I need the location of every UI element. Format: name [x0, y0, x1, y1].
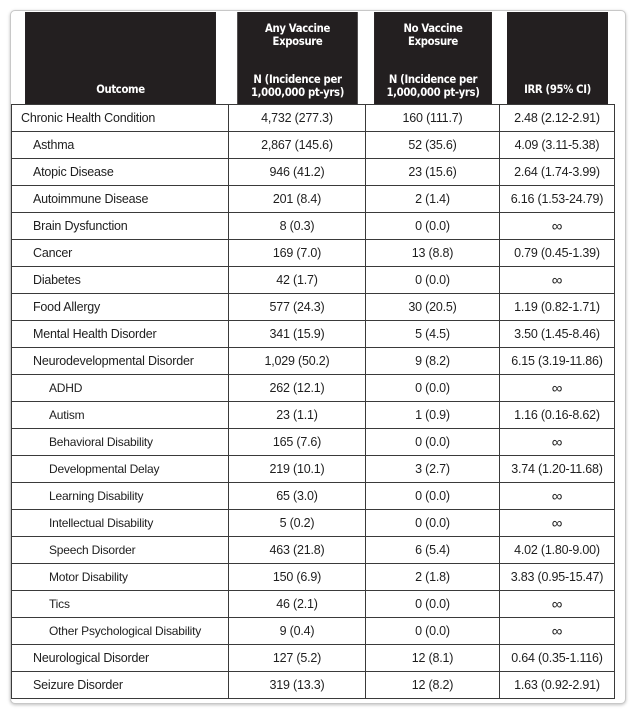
no-vaccine-column-header: [374, 12, 492, 105]
outcome-cell: Mental Health Disorder: [12, 321, 229, 348]
table-row: [12, 321, 615, 348]
no-vaccine-cell: 0 (0.0): [366, 267, 500, 294]
irr-cell: ∞: [500, 591, 615, 618]
irr-cell: ∞: [500, 618, 615, 645]
outcome-cell: ADHD: [12, 375, 229, 402]
no-vaccine-cell: 0 (0.0): [366, 375, 500, 402]
table-row: [12, 375, 615, 402]
incidence-table: [11, 12, 615, 699]
irr-cell: 0.79 (0.45-1.39): [500, 240, 615, 267]
any-vaccine-cell: 2,867 (145.6): [229, 132, 366, 159]
table-row: [12, 186, 615, 213]
any-vaccine-cell: 4,732 (277.3): [229, 105, 366, 132]
outcome-cell: Learning Disability: [12, 483, 229, 510]
any-vaccine-cell: 1,029 (50.2): [229, 348, 366, 375]
any-vaccine-cell: 127 (5.2): [229, 645, 366, 672]
no-vaccine-cell: 1 (0.9): [366, 402, 500, 429]
irr-cell: ∞: [500, 429, 615, 456]
outcome-cell: Motor Disability: [12, 564, 229, 591]
no-vaccine-cell: 0 (0.0): [366, 510, 500, 537]
table-row: [12, 645, 615, 672]
no-vaccine-cell: 12 (8.2): [366, 672, 500, 699]
outcome-cell: Speech Disorder: [12, 537, 229, 564]
no-vaccine-cell: 2 (1.4): [366, 186, 500, 213]
no-vaccine-cell: 30 (20.5): [366, 294, 500, 321]
table-row: [12, 591, 615, 618]
any-vaccine-subheader-line: 1,000,000 pt-yrs): [250, 85, 344, 99]
any-vaccine-column-header: [237, 12, 358, 105]
outcome-cell: Diabetes: [12, 267, 229, 294]
table-row: [12, 510, 615, 537]
no-vaccine-cell: 13 (8.8): [366, 240, 500, 267]
irr-cell: ∞: [500, 510, 615, 537]
no-vaccine-cell: 23 (15.6): [366, 159, 500, 186]
irr-column-header: IRR (95% CI): [506, 12, 607, 105]
table-row: [12, 429, 615, 456]
irr-cell: 4.02 (1.80-9.00): [500, 537, 615, 564]
any-vaccine-cell: 219 (10.1): [229, 456, 366, 483]
no-vaccine-cell: 0 (0.0): [366, 591, 500, 618]
irr-cell: 6.16 (1.53-24.79): [500, 186, 615, 213]
no-vaccine-cell: 2 (1.8): [366, 564, 500, 591]
any-vaccine-header-line: Any Vaccine: [264, 21, 330, 35]
outcome-cell: Asthma: [12, 132, 229, 159]
irr-cell: ∞: [500, 213, 615, 240]
irr-cell: 3.50 (1.45-8.46): [500, 321, 615, 348]
table-row: [12, 564, 615, 591]
any-vaccine-cell: 319 (13.3): [229, 672, 366, 699]
no-vaccine-cell: 52 (35.6): [366, 132, 500, 159]
any-vaccine-header-line: Exposure: [272, 34, 322, 48]
any-vaccine-cell: 463 (21.8): [229, 537, 366, 564]
table-row: [12, 213, 615, 240]
table-row: [12, 672, 615, 699]
outcome-cell: Neurological Disorder: [12, 645, 229, 672]
no-vaccine-cell: 6 (5.4): [366, 537, 500, 564]
irr-cell: 1.63 (0.92-2.91): [500, 672, 615, 699]
table-row: [12, 456, 615, 483]
any-vaccine-cell: 8 (0.3): [229, 213, 366, 240]
outcome-cell: Neurodevelopmental Disorder: [12, 348, 229, 375]
no-vaccine-cell: 0 (0.0): [366, 618, 500, 645]
outcome-cell: Autoimmune Disease: [12, 186, 229, 213]
irr-cell: 2.64 (1.74-3.99): [500, 159, 615, 186]
irr-cell: 6.15 (3.19-11.86): [500, 348, 615, 375]
no-vaccine-cell: 5 (4.5): [366, 321, 500, 348]
outcome-cell: Chronic Health Condition: [12, 105, 229, 132]
any-vaccine-cell: 23 (1.1): [229, 402, 366, 429]
irr-cell: 0.64 (0.35-1.116): [500, 645, 615, 672]
table-row: [12, 105, 615, 132]
no-vaccine-cell: 160 (111.7): [366, 105, 500, 132]
no-vaccine-cell: 0 (0.0): [366, 483, 500, 510]
any-vaccine-cell: 341 (15.9): [229, 321, 366, 348]
outcome-cell: Food Allergy: [12, 294, 229, 321]
irr-cell: 4.09 (3.11-5.38): [500, 132, 615, 159]
irr-cell: 3.83 (0.95-15.47): [500, 564, 615, 591]
table-row: [12, 132, 615, 159]
outcome-cell: Behavioral Disability: [12, 429, 229, 456]
table-row: [12, 240, 615, 267]
table-row: [12, 267, 615, 294]
table-row: [12, 483, 615, 510]
no-vaccine-header-line: No Vaccine: [402, 21, 463, 35]
table-row: [12, 618, 615, 645]
outcome-cell: Cancer: [12, 240, 229, 267]
outcome-cell: Intellectual Disability: [12, 510, 229, 537]
table-row: [12, 159, 615, 186]
no-vaccine-subheader-line: 1,000,000 pt-yrs): [385, 85, 480, 99]
table-row: [12, 537, 615, 564]
any-vaccine-cell: 9 (0.4): [229, 618, 366, 645]
no-vaccine-header-line: Exposure: [407, 34, 458, 48]
no-vaccine-subheader-line: N (Incidence per: [388, 72, 477, 86]
any-vaccine-subheader-line: N (Incidence per: [252, 72, 342, 86]
any-vaccine-cell: 165 (7.6): [229, 429, 366, 456]
any-vaccine-cell: 577 (24.3): [229, 294, 366, 321]
irr-cell: ∞: [500, 375, 615, 402]
table-row: [12, 402, 615, 429]
irr-cell: 1.16 (0.16-8.62): [500, 402, 615, 429]
any-vaccine-cell: 46 (2.1): [229, 591, 366, 618]
any-vaccine-cell: 201 (8.4): [229, 186, 366, 213]
outcome-column-header: Outcome: [25, 12, 216, 105]
no-vaccine-cell: 12 (8.1): [366, 645, 500, 672]
table-row: [12, 294, 615, 321]
outcome-cell: Autism: [12, 402, 229, 429]
no-vaccine-cell: 0 (0.0): [366, 213, 500, 240]
table-body: [12, 105, 615, 699]
no-vaccine-cell: 0 (0.0): [366, 429, 500, 456]
table-row: [12, 348, 615, 375]
any-vaccine-cell: 5 (0.2): [229, 510, 366, 537]
outcome-cell: Tics: [12, 591, 229, 618]
outcome-cell: Other Psychological Disability: [12, 618, 229, 645]
outcome-cell: Brain Dysfunction: [12, 213, 229, 240]
any-vaccine-cell: 169 (7.0): [229, 240, 366, 267]
outcome-cell: Seizure Disorder: [12, 672, 229, 699]
any-vaccine-cell: 65 (3.0): [229, 483, 366, 510]
any-vaccine-cell: 262 (12.1): [229, 375, 366, 402]
irr-cell: 3.74 (1.20-11.68): [500, 456, 615, 483]
any-vaccine-cell: 946 (41.2): [229, 159, 366, 186]
outcome-cell: Atopic Disease: [12, 159, 229, 186]
irr-cell: 1.19 (0.82-1.71): [500, 294, 615, 321]
any-vaccine-cell: 150 (6.9): [229, 564, 366, 591]
no-vaccine-cell: 3 (2.7): [366, 456, 500, 483]
irr-cell: 2.48 (2.12-2.91): [500, 105, 615, 132]
table-header-row: [12, 12, 615, 105]
no-vaccine-cell: 9 (8.2): [366, 348, 500, 375]
irr-cell: ∞: [500, 267, 615, 294]
any-vaccine-cell: 42 (1.7): [229, 267, 366, 294]
irr-cell: ∞: [500, 483, 615, 510]
outcome-cell: Developmental Delay: [12, 456, 229, 483]
